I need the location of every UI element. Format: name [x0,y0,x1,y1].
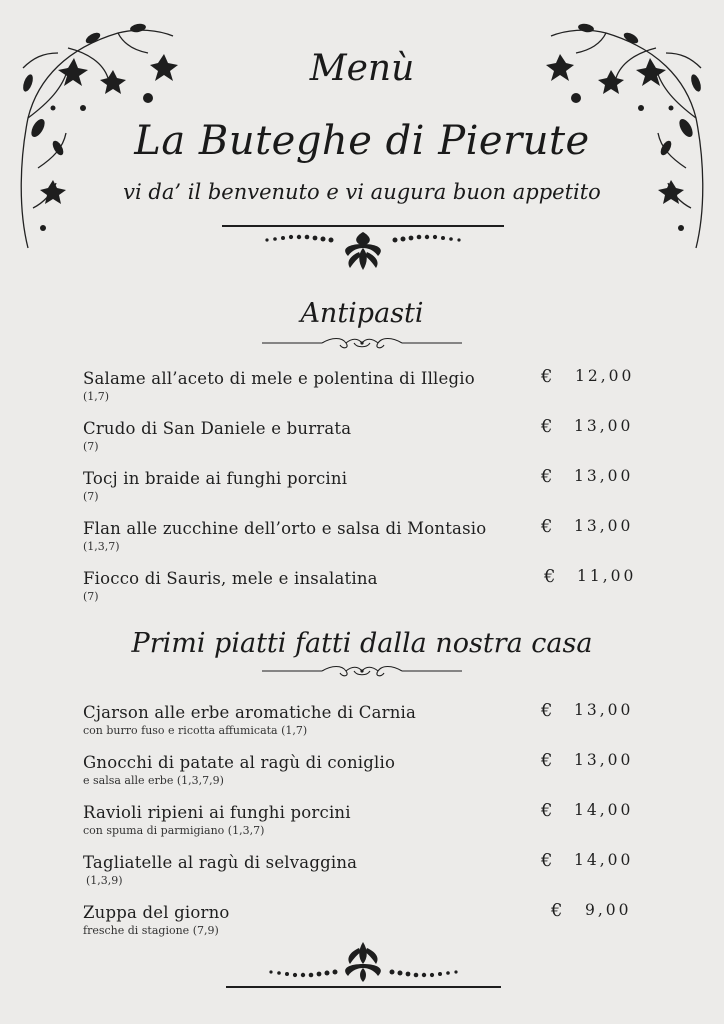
section-title-antipasti: Antipasti [300,298,424,329]
section-title-primi: Primi piatti fatti dalla nostra casa [131,628,593,659]
restaurant-name: La Buteghe di Pierute [134,118,590,164]
item-price: 13,00 [574,467,634,485]
item-name: Crudo di San Daniele e burrata [83,419,352,438]
item-currency: € [541,366,553,387]
item-note: (1,3,9) [86,874,123,887]
item-currency: € [541,800,553,821]
item-note: (1,7) [83,390,110,403]
item-name: Gnocchi di patate al ragù di coniglio [83,753,396,772]
welcome-subtitle: vi da’ il benvenuto e vi augura buon appetito [123,180,601,204]
item-note: e salsa alle erbe (1,3,7,9) [83,774,224,787]
menu-item [83,466,643,509]
item-note: (7) [83,490,99,503]
item-name: Tocj in braide ai funghi porcini [83,469,348,488]
header-divider-ornament-icon [222,222,504,274]
item-name: Tagliatelle al ragù di selvaggina [83,853,358,872]
item-name: Ravioli ripieni ai funghi porcini [83,803,351,822]
item-note: (1,3,7) [83,540,120,553]
item-currency: € [541,850,553,871]
item-name: Cjarson alle erbe aromatiche di Carnia [83,703,417,722]
item-currency: € [541,416,553,437]
item-note: con spuma di parmigiano (1,3,7) [83,824,265,837]
item-currency: € [541,516,553,537]
item-price: 14,00 [574,851,634,869]
item-note: fresche di stagione (7,9) [83,924,219,937]
menu-item [83,700,643,743]
menu-item [83,850,643,893]
item-note: (7) [83,590,99,603]
menu-item [83,416,643,459]
menu-item [83,516,643,559]
menu-item [83,366,643,409]
item-price: 13,00 [574,701,634,719]
footer-divider-ornament-icon [226,940,501,990]
section-divider-antipasti-icon [262,335,462,351]
item-price: 13,00 [574,417,634,435]
item-price: 13,00 [574,517,634,535]
item-currency: € [541,750,553,771]
item-price: 11,00 [577,567,637,585]
item-price: 9,00 [585,901,632,919]
menu-item [83,900,643,943]
item-price: 14,00 [574,801,634,819]
section-divider-primi-icon [262,663,462,679]
menu-item [83,800,643,843]
item-name: Fiocco di Sauris, mele e insalatina [83,569,378,588]
menu-item [83,750,643,793]
item-price: 12,00 [575,367,635,385]
item-note: (7) [83,440,99,453]
item-currency: € [541,466,553,487]
item-price: 13,00 [574,751,634,769]
item-name: Flan alle zucchine dell’orto e salsa di Montasio [83,519,487,538]
item-note: con burro fuso e ricotta affumicata (1,7) [83,724,308,737]
item-currency: € [541,700,553,721]
menu-item [83,566,643,609]
menu-title: Menù [309,48,415,89]
item-name: Salame all’aceto di mele e polentina di Illegio [83,369,475,388]
item-currency: € [551,900,563,921]
item-currency: € [544,566,556,587]
item-name: Zuppa del giorno [83,903,230,922]
